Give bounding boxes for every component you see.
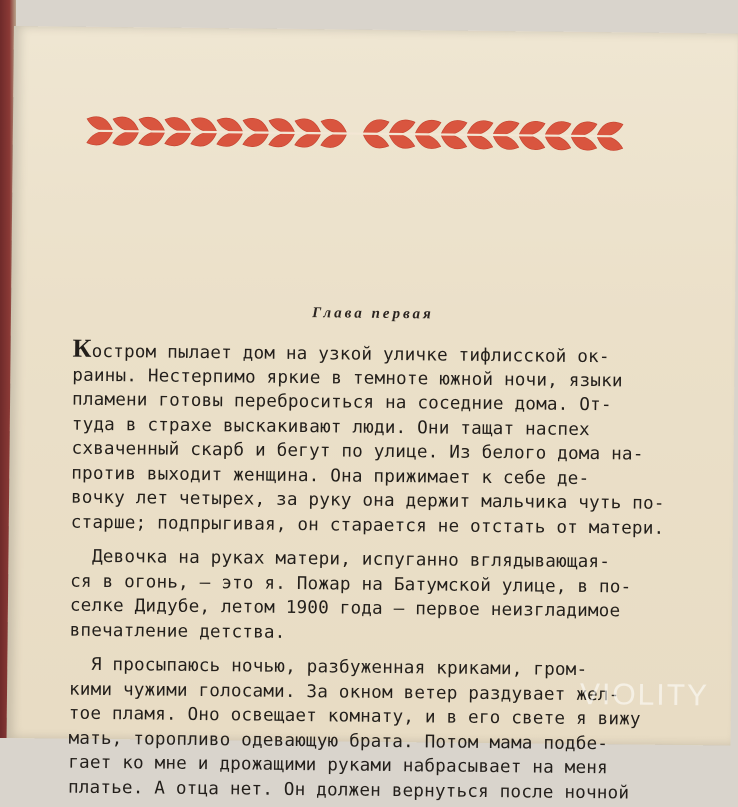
book-page xyxy=(7,26,738,803)
leaf-shape xyxy=(165,117,191,132)
leaf-shape xyxy=(217,132,243,147)
leaf-shape xyxy=(467,121,493,136)
text-line: туда в страхе выскакивают люди. Они тащат наспех xyxy=(71,414,590,440)
leaf-shape xyxy=(389,120,415,135)
leaf-shape xyxy=(493,135,519,150)
text-line: гает ко мне и дрожащими руками набрасывает на меня xyxy=(68,752,608,779)
text-line: тое пламя. Оно освещает комнату, и в его свете я вижу xyxy=(68,703,641,730)
body-text xyxy=(67,333,673,806)
text-line: против выходит женщина. Она прижимает к себе де- xyxy=(71,463,590,489)
chapter-title: Глава первая xyxy=(312,305,434,323)
leaf-shape xyxy=(191,118,217,133)
text-line: старше; подпрыгивая, он старается не отстать от матери. xyxy=(70,512,665,539)
leaf-shape xyxy=(87,117,113,132)
leaf-shape xyxy=(467,134,493,149)
text-line: мать, торопливо одевающую брата. Потом мама подбе- xyxy=(68,728,609,754)
text-line: раины. Нестерпимо яркие в темноте южной ночи, языки xyxy=(72,365,623,391)
text-line: платье. А отца нет. Он должен вернуться после ночной xyxy=(67,777,630,803)
leaf-shape xyxy=(441,120,467,135)
leaf-shape xyxy=(87,131,113,146)
text-line: кими чужими голосами. За окном ветер раздувает жел- xyxy=(68,679,620,705)
leaf-shape xyxy=(165,131,191,146)
text-line: пламени готовы переброситься на соседние дома. От- xyxy=(71,389,612,416)
leaf-shape xyxy=(415,134,441,149)
leaf-shape xyxy=(295,119,321,134)
leaf-shape xyxy=(139,131,165,146)
leaf-shape xyxy=(139,117,165,132)
watermark: VIOLITY xyxy=(579,677,710,713)
text-line: Костром пылает дом на узкой уличке тифлисской ок- xyxy=(72,333,610,368)
leaf-shape xyxy=(571,122,597,137)
leaf-ornament xyxy=(85,101,626,167)
leaf-shape xyxy=(217,118,243,133)
leaf-shape xyxy=(545,135,571,150)
leaf-shape xyxy=(269,132,295,147)
leaf-shape xyxy=(493,121,519,136)
leaf-shape xyxy=(415,120,441,135)
leaf-shape xyxy=(321,133,347,148)
leaf-shape xyxy=(597,122,623,137)
leaf-shape xyxy=(113,131,139,146)
leaf-shape xyxy=(389,134,415,149)
drop-cap: К xyxy=(72,333,92,363)
leaf-shape xyxy=(269,118,295,133)
leaf-shape xyxy=(597,136,623,151)
leaf-shape xyxy=(441,134,467,149)
leaf-shape xyxy=(295,133,321,148)
leaf-shape xyxy=(519,135,545,150)
leaf-shape xyxy=(519,121,545,136)
leaf-shape xyxy=(571,136,597,151)
text-line: Девочка на руках матери, испуганно вглядывающая- xyxy=(70,546,611,573)
text-line: Я просыпаюсь ночью, разбуженная криками, гром- xyxy=(69,654,588,681)
leaf-shape xyxy=(545,121,571,136)
text-line: схваченный скарб и бегут по улице. Из белого дома на- xyxy=(71,438,644,465)
leaf-shape xyxy=(243,132,269,147)
leaf-shape xyxy=(363,133,389,148)
text-line: впечатление детства. xyxy=(69,620,286,643)
leaf-shape xyxy=(321,119,347,134)
text-line: ся в огонь, — это я. Пожар на Батумской улице, в по- xyxy=(70,571,632,597)
leaf-shape xyxy=(363,119,389,134)
leaf-shape xyxy=(113,117,139,132)
text-line: селке Дидубе, летом 1900 года — первое неизгладимое xyxy=(69,595,621,622)
leaf-shape xyxy=(243,118,269,133)
leaf-shape xyxy=(191,132,217,147)
text-line: вочку лет четырех, за руку она держит мальчика чуть по- xyxy=(70,487,665,514)
